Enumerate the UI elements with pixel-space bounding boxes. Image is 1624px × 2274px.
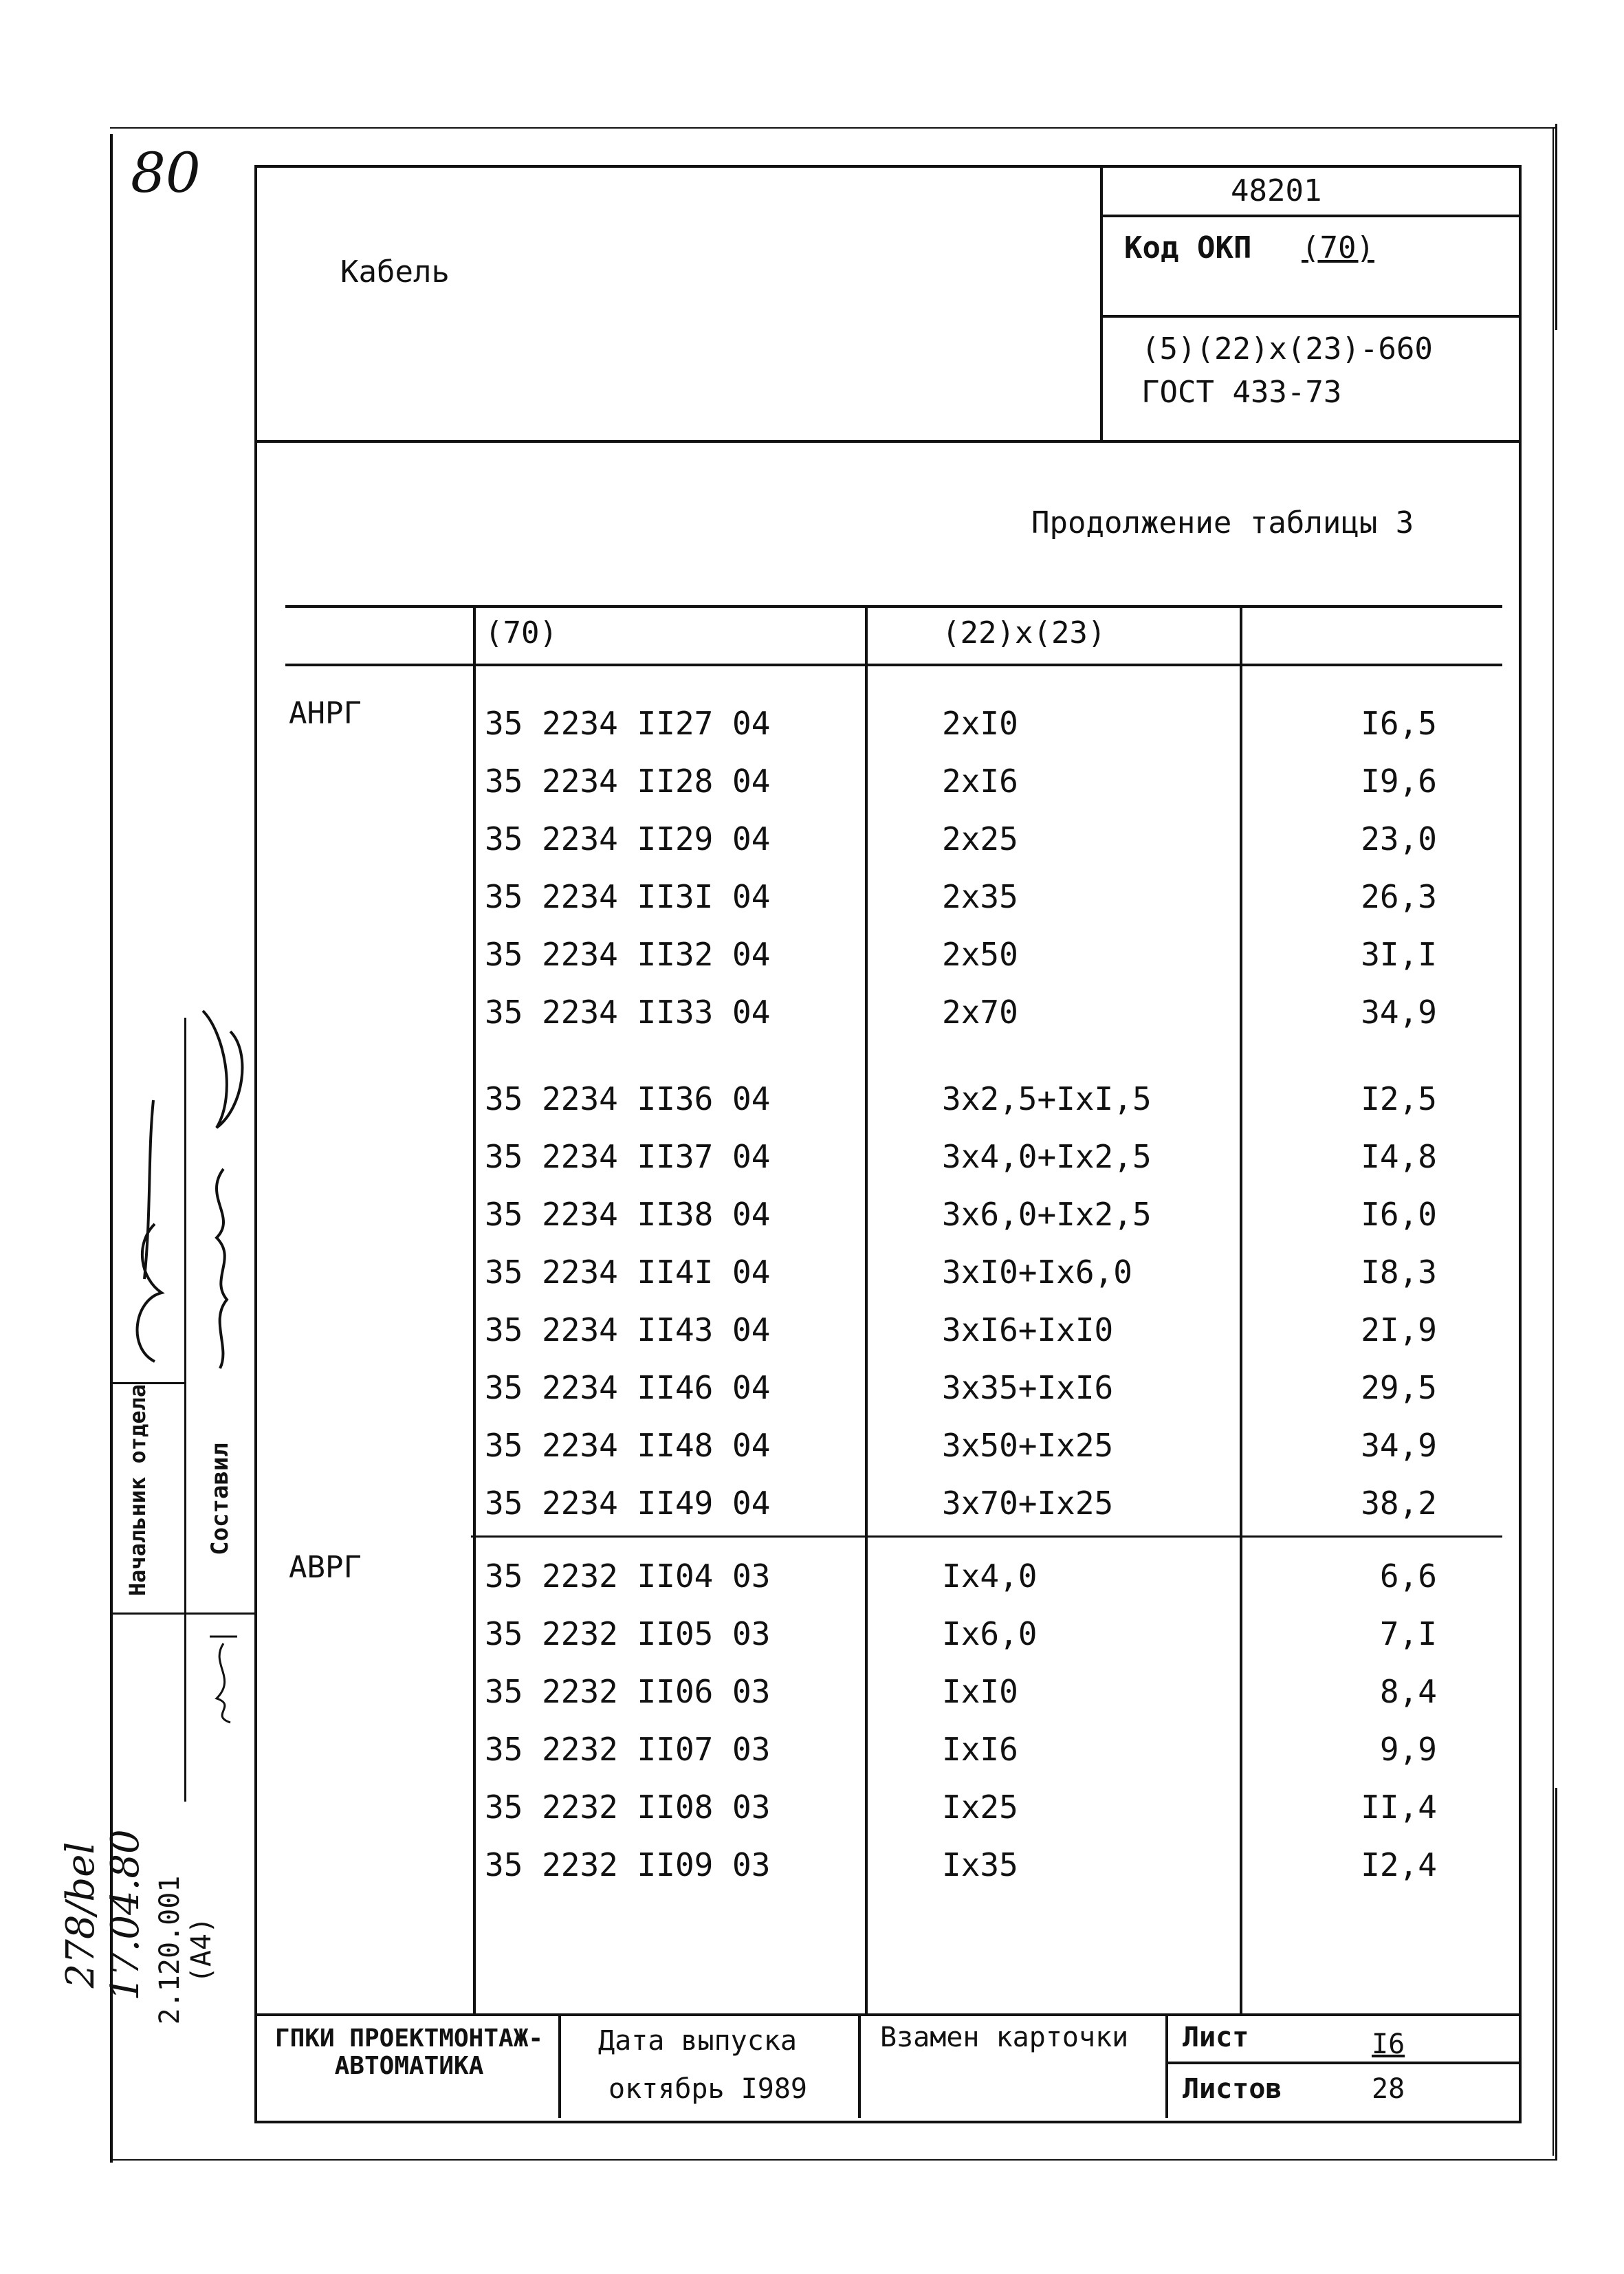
right-edge-mark — [1555, 1788, 1557, 2159]
frame-top-line — [110, 127, 1557, 129]
table-row-size: 2x70 — [942, 994, 1018, 1031]
table-row-size: 3x35+IxI6 — [942, 1369, 1114, 1406]
table-row-code: 35 2232 II09 03 — [485, 1846, 771, 1883]
table-row-value: I2,5 — [1361, 1080, 1437, 1117]
okp-label: Код ОКП — [1124, 230, 1252, 265]
table-row-code: 35 2234 II46 04 — [485, 1369, 771, 1406]
table-row-value: 23,0 — [1361, 820, 1437, 857]
table-row-code: 35 2234 II37 04 — [485, 1138, 771, 1175]
table-row-size: 2x35 — [942, 878, 1018, 915]
header-okp-line — [1100, 315, 1521, 318]
group-mark: АНРГ — [289, 696, 362, 731]
table-row-code: 35 2234 II33 04 — [485, 994, 771, 1031]
col-divider-3 — [1240, 605, 1242, 2015]
table-row-size: 2x25 — [942, 820, 1018, 857]
table-row-code: 35 2232 II06 03 — [485, 1673, 771, 1710]
sheets-label: Листов — [1183, 2073, 1282, 2105]
sheets-value: 28 — [1372, 2073, 1405, 2105]
table-row-value: 34,9 — [1361, 1427, 1437, 1464]
table-row-size: IxI0 — [942, 1673, 1018, 1710]
continuation-label: Продолжение таблицы 3 — [1031, 505, 1414, 540]
frame-bottom-line — [110, 2159, 1557, 2161]
table-row-size: IxI6 — [942, 1731, 1018, 1768]
table-row-value: 29,5 — [1361, 1369, 1437, 1406]
table-row-code: 35 2234 II32 04 — [485, 936, 771, 973]
table-row-code: 35 2234 II27 04 — [485, 705, 771, 742]
table-row-size: Ix25 — [942, 1789, 1018, 1826]
signature-composer — [189, 990, 258, 1375]
col-divider-2 — [865, 605, 868, 2015]
table-row-code: 35 2234 II28 04 — [485, 763, 771, 800]
side-stamp-inner-line — [184, 1018, 186, 1802]
footer-div-3 — [1165, 2013, 1168, 2118]
table-row-size: 2x50 — [942, 936, 1018, 973]
table-row-code: 35 2232 II05 03 — [485, 1615, 771, 1652]
table-row-value: I4,8 — [1361, 1138, 1437, 1175]
table-row-code: 35 2234 II43 04 — [485, 1311, 771, 1348]
table-row-value: 34,9 — [1361, 994, 1437, 1031]
table-row-size: 3x6,0+Ix2,5 — [942, 1196, 1152, 1233]
signature-date — [196, 1630, 251, 1726]
table-row-value: I6,0 — [1361, 1196, 1437, 1233]
right-edge-mark — [1555, 124, 1557, 330]
footer-org: ГПКИ ПРОЕКТМОНТАЖ- АВТОМАТИКА — [274, 2024, 544, 2080]
table-row-value: 8,4 — [1379, 1673, 1437, 1710]
table-row-value: 38,2 — [1361, 1485, 1437, 1522]
table-row-code: 35 2234 II36 04 — [485, 1080, 771, 1117]
table-row-code: 35 2232 II08 03 — [485, 1789, 771, 1826]
card-title: Кабель — [340, 254, 450, 289]
table-row-size: 3x50+Ix25 — [942, 1427, 1114, 1464]
table-header-line — [285, 664, 1502, 666]
page-number: 80 — [131, 141, 201, 205]
document-reference: 2.120.001 (A4) — [154, 1875, 217, 2025]
frame-right-line — [1552, 127, 1554, 2156]
footer-div-1 — [558, 2013, 561, 2118]
head-of-department-label: Начальник отдела — [124, 1384, 151, 1597]
header-bottom-line — [254, 440, 1522, 443]
standard: ГОСТ 433-73 — [1141, 375, 1342, 410]
table-row-code: 35 2234 II48 04 — [485, 1427, 771, 1464]
header-col-size: (22)x(23) — [942, 615, 1106, 651]
handwritten-reference: 278/bel 17.04.80 — [58, 1829, 148, 2001]
release-label: Дата выпуска — [598, 2025, 797, 2057]
table-row-value: 7,I — [1379, 1615, 1437, 1652]
table-row-size: 3x4,0+Ix2,5 — [942, 1138, 1152, 1175]
table-row-size: Ix4,0 — [942, 1557, 1038, 1595]
table-row-value: 3I,I — [1361, 936, 1437, 973]
replaces-label: Взамен карточки — [880, 2022, 1129, 2053]
table-row-code: 35 2232 II04 03 — [485, 1557, 771, 1595]
table-row-code: 35 2234 II4I 04 — [485, 1254, 771, 1291]
table-row-size: 3xI6+IxI0 — [942, 1311, 1114, 1348]
footer-top-line — [254, 2013, 1522, 2016]
header-divider — [1100, 165, 1103, 440]
okp-value: (70) — [1302, 230, 1374, 265]
table-row-value: 2I,9 — [1361, 1311, 1437, 1348]
group-separator-line — [471, 1535, 1502, 1538]
table-row-size: 2xI0 — [942, 705, 1018, 742]
table-row-size: 2xI6 — [942, 763, 1018, 800]
table-row-value: 9,9 — [1379, 1731, 1437, 1768]
table-row-value: I6,5 — [1361, 705, 1437, 742]
composer-label: Составил — [206, 1443, 234, 1555]
table-row-value: I2,4 — [1361, 1846, 1437, 1883]
sheet-label: Лист — [1183, 2022, 1249, 2053]
release-value: октябрь I989 — [608, 2073, 807, 2105]
card-number: 48201 — [1231, 173, 1322, 208]
table-row-size: 3x2,5+IxI,5 — [942, 1080, 1152, 1117]
header-col-code: (70) — [485, 615, 558, 651]
table-row-code: 35 2234 II38 04 — [485, 1196, 771, 1233]
side-stamp-bottom-line — [110, 1612, 254, 1615]
table-row-size: Ix35 — [942, 1846, 1018, 1883]
table-row-code: 35 2234 II29 04 — [485, 820, 771, 857]
sheet-value: I6 — [1372, 2029, 1405, 2060]
group-mark: АВРГ — [289, 1550, 362, 1585]
designation: (5)(22)x(23)-660 — [1141, 331, 1433, 367]
table-row-value: II,4 — [1361, 1789, 1437, 1826]
table-row-value: 26,3 — [1361, 878, 1437, 915]
table-row-size: 3xI0+Ix6,0 — [942, 1254, 1132, 1291]
table-row-value: I8,3 — [1361, 1254, 1437, 1291]
footer-sheet-line — [1165, 2062, 1522, 2064]
table-row-value: I9,6 — [1361, 763, 1437, 800]
table-row-code: 35 2232 II07 03 — [485, 1731, 771, 1768]
signature-head — [113, 1073, 182, 1375]
header-number-line — [1100, 215, 1521, 217]
table-row-code: 35 2234 II49 04 — [485, 1485, 771, 1522]
table-row-size: 3x70+Ix25 — [942, 1485, 1114, 1522]
table-row-code: 35 2234 II3I 04 — [485, 878, 771, 915]
table-row-value: 6,6 — [1379, 1557, 1437, 1595]
col-divider-1 — [473, 605, 476, 2015]
table-top-line — [285, 605, 1502, 608]
table-row-size: Ix6,0 — [942, 1615, 1038, 1652]
footer-div-2 — [858, 2013, 861, 2118]
